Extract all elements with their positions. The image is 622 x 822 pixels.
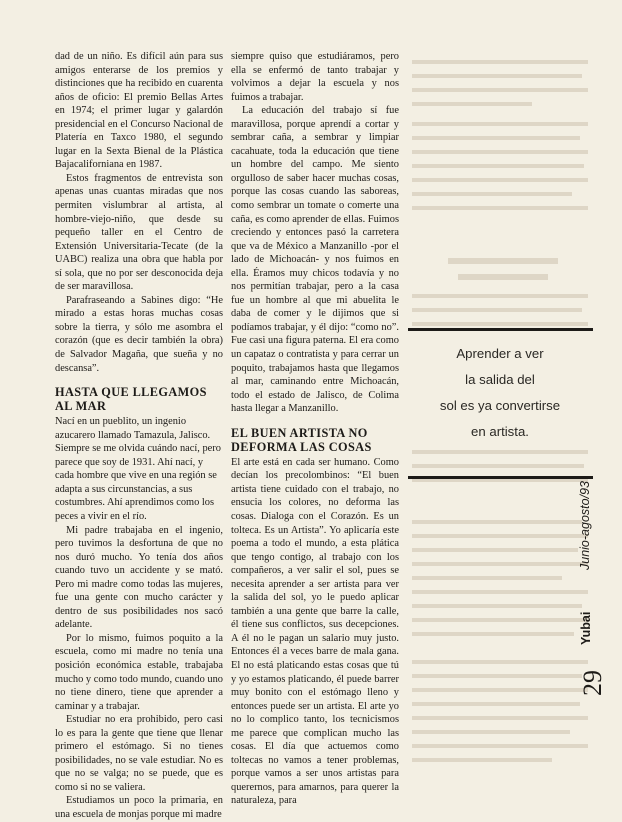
paragraph: Estos fragmentos de entrevista son apenas unas cuantas miradas que nos permiten vislumbrar al artista, al hombre-viejo-niño, que desde su pequeño taller en el Centro de Extensión Universitaria-Tecate (de la UABC) realiza una obra que habla por sí sola, que no por ser desconocida deja de ser maravillosa.	[55, 172, 223, 293]
paragraph: Estudiar no era prohibido, pero casi lo es para la gente que tiene que llenar primero el estómago. Si no tienes posibilidades, no se vale estudiar. No es que no se valga; no se puede, que es como si no se valiera.	[55, 714, 223, 793]
page-number-box	[580, 668, 606, 708]
paragraph: dad de un niño. Es difícil aún para sus amigos enterarse de los premios y distinciones que ha recibido en cuarenta años de oficio: El premio Bellas Artes en 1974; el primer lugar y galardón presidencial en el Concurso Nacional de Platería en Taxco 1980, el segundo lugar en la Sexta Bienal de la Plástica Bajacaliforniana en 1987.	[55, 51, 223, 171]
pull-quote-line: la salida del	[465, 372, 535, 387]
paragraph: Mi padre trabajaba en el ingenio, pero tuvimos la desfortuna de que no nos duró mucho. Yo tenía dos años cuando tuvo un accidente y se mató. Pero mi madre como todas las mujeres, fue una gente con mucho carácter y dentro de sus posibilidades nos sacó adelante.	[55, 524, 223, 631]
paragraph: Parafraseando a Sabines digo: “He mirado a estas horas muchas cosas sobre la tierra, y sólo me asombra el corazón (que es decir también la obra) de Salvador Magaña, que sueña y no descansa”.	[55, 294, 223, 374]
paragraph: siempre quiso que estudiáramos, pero ella se enfermó de tanto trabajar y volvimos a dejar la escuela y nos fuimos a trabajar.	[231, 51, 399, 103]
pullquote-bottom-rule	[408, 476, 593, 479]
article-column-1	[55, 50, 223, 822]
page-number: 29	[578, 670, 607, 696]
section-heading: HASTA QUE LLEGAMOS AL MAR	[55, 385, 207, 414]
paragraph: El arte está en cada ser humano. Como decían los precolombinos: “El buen artista tiene cuidado con el trabajo, no ensucia los colores, no deforma las cosas. Dialoga con el Corazón. Es un tolteca. Es un Artista”. Yo aplicaría este poema a todo el mundo, a esta plática que tengo contigo, al trabajo con los compañeros, a ver salir el sol, pues se necesita aprender a ser artista para ver la salida del sol, yo le puedo aplicar también a una gente que barre la calle, él tiene sus conflictos, sus decepciones. A él no le pagan un salario muy justo. Entonces él a veces barre de mala gana. El no está platicando estas cosas que tú y yo estamos platicando, él puede barrer muy bonito con el estómago lleno y entonces puede ser un artista. El arte yo no lo complico tanto, los tecnicismos me parece que complican mucho las cosas. El día que actuemos como toltecas no vamos a tener problemas, porque vamos a ser unos artistas para querernos, para amarnos, para querer la naturaleza, para	[231, 456, 399, 807]
paragraph: Por lo mismo, fuimos poquito a la escuela, como mi madre no tenía una posición económica estable, trabajaba mucho y como todo mundo, cuando uno no tiene dinero, tiene que aprender a caminar y a trabajar.	[55, 632, 223, 712]
article-column-2	[231, 50, 399, 808]
pull-quote-line: sol es ya convertirse	[439, 398, 561, 413]
magazine-name: Yubai	[579, 611, 593, 645]
pull-quote-line: Aprender a ver	[456, 346, 544, 361]
pull-quote-line: en artista.	[471, 424, 529, 439]
paragraph: Nací en un pueblito, un ingenio azucarero llamado Tamazula, Jalisco. Siempre se me olvida cuándo nací, pero parece que soy de 1931. Ahí nací, y cada hombre que vive en una región se adapta a sus circunstancias, a sus costumbres. Ahí aprendimos como los peces a vivir en el río.	[55, 416, 221, 522]
paragraph: La educación del trabajo sí fue maravillosa, porque aprendí a cortar y sembrar caña, a sembrar y limpiar cacahuate, toda la educación que tiene un hombre del campo. Me siento orgulloso de saber hacer muchas cosas, porque las cosas cuando las saboreas, como sembrar un tomate o comerte una caña, es como aprender de ellas. Fuimos creciendo y entonces pasó la carretera que va de México a Manzanillo -por el lado de Michoacán- y nos fuimos en ella. Éramos muy chicos todavía y no nos permitían trabajar, pero a la casa fue un hombre al que mi abuelita le daba de comer y le dijimos que si podíamos trabajar, y él dijo: “como no”. Fue casi una figura paterna. El era como un capataz o contratista y para cerrar un poquito, trabajamos hasta que llegamos al mar, caminando entre Michoacán, todo el estado de Jalisco, de Colima hasta llegar a Manzanillo.	[231, 105, 399, 415]
paragraph: Estudiamos un poco la primaria, en una escuela de monjas porque mi madre	[55, 795, 223, 820]
issue-date: Junio-agosto/93	[578, 481, 592, 570]
pull-quote	[420, 341, 580, 445]
section-heading: EL BUEN ARTISTA NO DEFORMA LAS COSAS	[231, 425, 372, 454]
pullquote-top-rule	[408, 328, 593, 331]
